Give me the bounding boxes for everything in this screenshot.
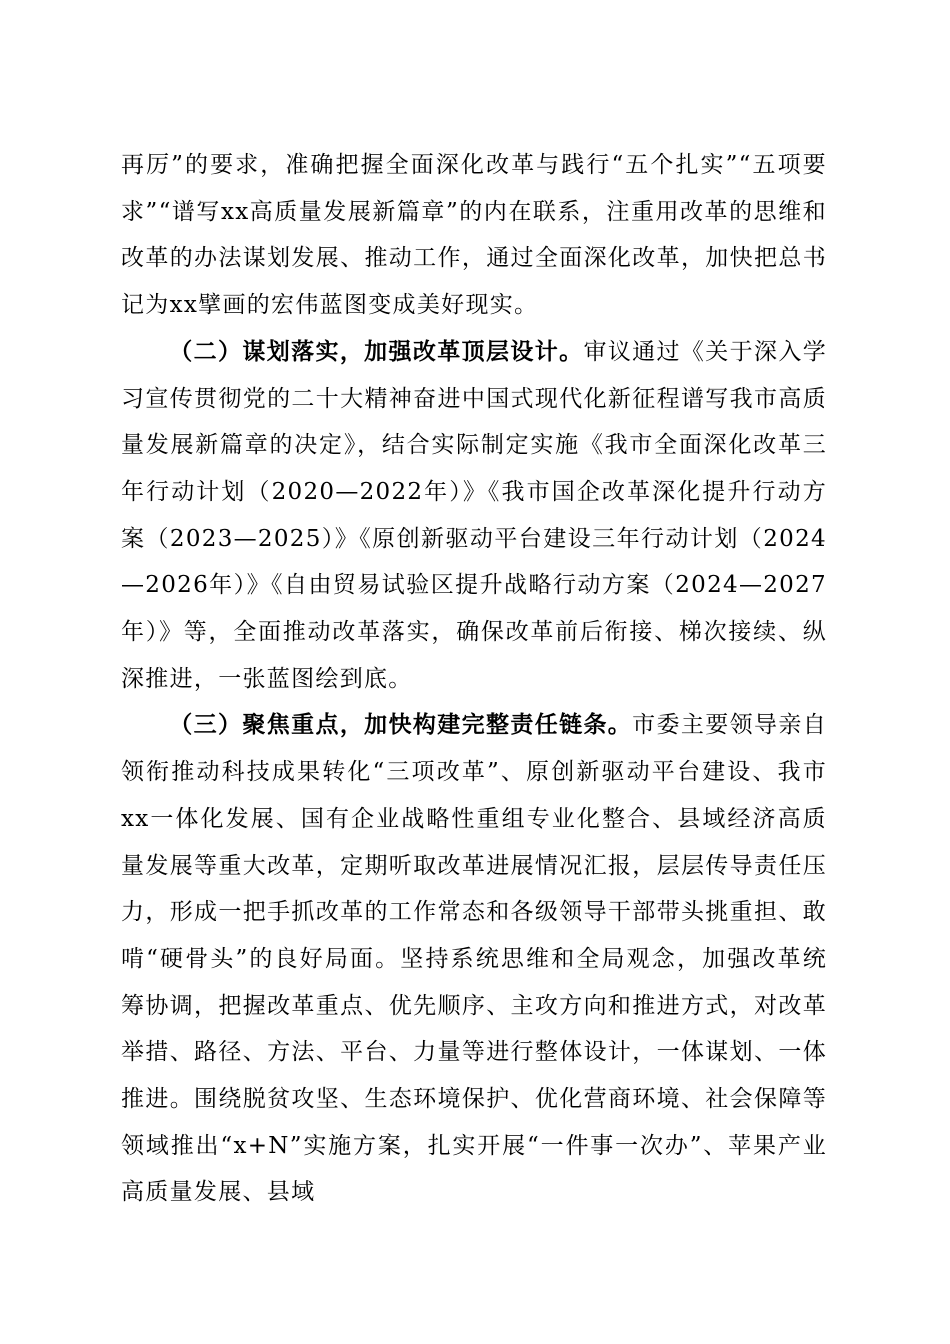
section-3-heading: （三）聚焦重点，加快构建完整责任链条。 [169, 712, 633, 739]
paragraph-2-text: 审议通过《关于深入学习宣传贯彻党的二十大精神奋进中国式现代化新征程谱写我市高质量发展新篇章的决定》，结合实际制定实施《我市全面深化改革三年行动计划（2020—2022年）》《我市国企改革深化提升行动方案（2023—2025）》《原创新驱动平台建设三年行动计划（2024—2026年）》《自由贸易试验区提升战略行动方案（2024—2027年）》等，全面推动改革落实，确保改革前后衔接、梯次接续、纵深推进，一张蓝图绘到底。 [121, 338, 828, 692]
paragraph-section-3 [121, 702, 827, 1216]
paragraph-1-text: 再厉”的要求，准确把握全面深化改革与践行“五个扎实”“五项要求”“谱写xx高质量发展新篇章”的内在联系，注重用改革的思维和改革的办法谋划发展、推动工作，通过全面深化改革，加快把总书记为xx擘画的宏伟蓝图变成美好现实。 [121, 152, 827, 319]
document-page [121, 142, 827, 1216]
paragraph-continuation [121, 142, 827, 329]
section-2-heading: （二）谋划落实，加强改革顶层设计。 [169, 338, 584, 365]
paragraph-section-2 [121, 329, 827, 703]
paragraph-3-text: 市委主要领导亲自领衔推动科技成果转化“三项改革”、原创新驱动平台建设、我市xx一体化发展、国有企业战略性重组专业化整合、县域经济高质量发展等重大改革，定期听取改革进展情况汇报，层层传导责任压力，形成一把手抓改革的工作常态和各级领导干部带头挑重担、敢啃“硬骨头”的良好局面。坚持系统思维和全局观念，加强改革统筹协调，把握改革重点、优先顺序、主攻方向和推进方式，对改革举措、路径、方法、平台、力量等进行整体设计，一体谋划、一体推进。围绕脱贫攻坚、生态环境保护、优化营商环境、社会保障等领域推出“x+N”实施方案，扎实开展“一件事一次办”、苹果产业高质量发展、县域 [121, 712, 828, 1206]
